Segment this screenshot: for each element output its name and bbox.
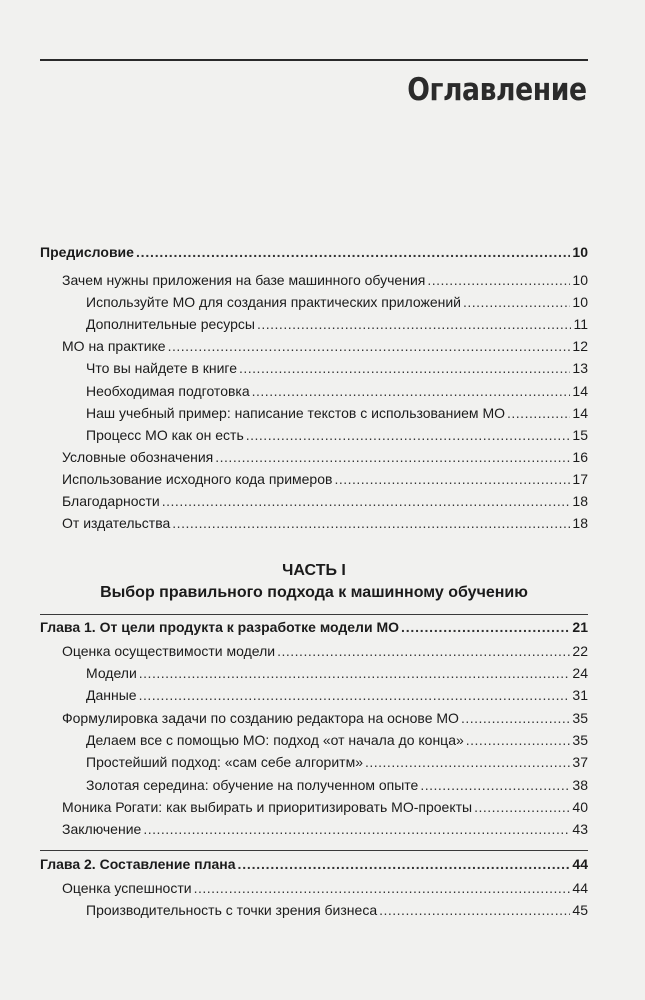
toc-entry-page: 35	[572, 732, 588, 748]
toc-entry[interactable]	[40, 359, 588, 377]
dot-leader	[194, 879, 571, 897]
dot-leader	[139, 664, 571, 682]
dot-leader	[172, 514, 570, 532]
toc-entry-label: Оценка успешности	[62, 880, 192, 896]
toc-entry-label: Предисловие	[40, 244, 134, 260]
toc-entry-page: 10	[572, 272, 588, 288]
toc-entry-label: Производительность с точки зрения бизнеса	[86, 902, 378, 918]
toc-entry[interactable]	[40, 448, 588, 466]
toc-entry-page: 35	[572, 710, 588, 726]
dot-leader	[239, 359, 570, 377]
toc-entry[interactable]	[40, 709, 588, 727]
toc-chapter-heading[interactable]	[40, 855, 588, 873]
dot-leader	[427, 271, 570, 289]
toc-entry[interactable]	[40, 337, 588, 355]
toc-entry[interactable]	[40, 820, 588, 838]
page-title: Оглавление	[407, 72, 587, 108]
toc-entry-label: Глава 1. От цели продукта к разработке модели МО	[40, 619, 400, 635]
dot-leader	[507, 404, 570, 422]
toc-entry-label: Использование исходного кода примеров	[62, 471, 333, 487]
toc-entry-label: От издательства	[62, 515, 171, 531]
toc-entry[interactable]	[40, 776, 588, 794]
dot-leader	[252, 382, 571, 400]
toc-entry-page: 24	[572, 665, 588, 681]
toc-entry-page: 21	[572, 619, 588, 635]
toc-entry[interactable]	[40, 492, 588, 510]
dot-leader	[420, 776, 570, 794]
toc-entry-label: МО на практике	[62, 338, 166, 354]
dot-leader	[215, 448, 570, 466]
dot-leader	[238, 855, 571, 873]
toc-entry[interactable]	[40, 642, 588, 660]
toc-entry[interactable]	[40, 514, 588, 532]
toc-entry[interactable]	[40, 664, 588, 682]
toc-entry[interactable]	[40, 243, 588, 261]
toc-entry[interactable]	[40, 686, 588, 704]
toc-entry[interactable]	[40, 879, 588, 897]
toc-entry[interactable]	[40, 293, 588, 311]
toc-chapter-heading[interactable]	[40, 618, 588, 636]
toc-entry-page: 38	[572, 777, 588, 793]
toc-entry-label: Модели	[86, 665, 137, 681]
dot-leader	[461, 709, 570, 727]
toc-entry-page: 13	[572, 360, 588, 376]
toc-entry-page: 44	[572, 856, 588, 872]
toc-entry-page: 45	[572, 902, 588, 918]
toc-entry-label: Заключение	[62, 821, 142, 837]
toc-entry-label: Дополнительные ресурсы	[86, 316, 255, 332]
toc-entry-label: Моника Рогати: как выбирать и приоритизировать МО-проекты	[62, 799, 473, 815]
toc-entry-page: 22	[572, 643, 588, 659]
part-number: ЧАСТЬ I	[282, 562, 346, 579]
toc-entry-label: Оценка осуществимости модели	[62, 643, 276, 659]
toc-entry-label: Наш учебный пример: написание текстов с использованием МО	[86, 405, 506, 421]
toc-entry[interactable]	[40, 271, 588, 289]
dot-leader	[379, 901, 570, 919]
toc-entry-page: 15	[572, 427, 588, 443]
dot-leader	[466, 731, 571, 749]
toc-entry-page: 10	[572, 294, 588, 310]
dot-leader	[365, 753, 570, 771]
toc-entry-label: Глава 2. Составление плана	[40, 856, 236, 872]
toc-entry-page: 14	[572, 383, 588, 399]
dot-leader	[277, 642, 570, 660]
toc-entry-page: 31	[572, 687, 588, 703]
toc-entry-label: Зачем нужны приложения на базе машинного обучения	[62, 272, 426, 288]
chapter-divider	[40, 614, 588, 615]
toc-entry[interactable]	[40, 404, 588, 422]
toc-entry-page: 18	[572, 493, 588, 509]
toc-entry-page: 17	[572, 471, 588, 487]
toc-entry-page: 10	[572, 244, 588, 260]
toc-entry[interactable]	[40, 470, 588, 488]
dot-leader	[401, 618, 570, 636]
toc-entry[interactable]	[40, 426, 588, 444]
toc-entry-label: Благодарности	[62, 493, 160, 509]
dot-leader	[143, 820, 570, 838]
toc-entry[interactable]	[40, 753, 588, 771]
header-rule	[40, 59, 588, 61]
toc-entry-label: Формулировка задачи по созданию редактора на основе МО	[62, 710, 459, 726]
toc-entry[interactable]	[40, 315, 588, 333]
toc-entry-label: Золотая середина: обучение на полученном опыте	[86, 777, 419, 793]
dot-leader	[139, 686, 571, 704]
toc-entry[interactable]	[40, 798, 588, 816]
part-title: Выбор правильного подхода к машинному обучению	[100, 584, 528, 601]
toc-entry-label: Простейший подход: «сам себе алгоритм»	[86, 754, 363, 770]
toc-entry-page: 14	[572, 405, 588, 421]
dot-leader	[246, 426, 571, 444]
toc-entry-label: Делаем все с помощью МО: подход «от начала до конца»	[86, 732, 464, 748]
toc-entry-page: 12	[572, 338, 588, 354]
toc-entry[interactable]	[40, 382, 588, 400]
toc-entry-page: 16	[572, 449, 588, 465]
toc-entry-label: Процесс МО как он есть	[86, 427, 244, 443]
toc-entry-page: 43	[572, 821, 588, 837]
toc-entry-label: Условные обозначения	[62, 449, 214, 465]
dot-leader	[334, 470, 570, 488]
toc-entry-label: Что вы найдете в книге	[86, 360, 237, 376]
toc-entry-label: Необходимая подготовка	[86, 383, 250, 399]
dot-leader	[463, 293, 570, 311]
chapter-divider	[40, 850, 588, 851]
toc-entry-page: 11	[573, 316, 588, 332]
dot-leader	[136, 243, 570, 261]
dot-leader	[257, 315, 571, 333]
dot-leader	[168, 337, 571, 355]
toc-entry-label: Данные	[86, 687, 137, 703]
toc-entry-label: Используйте МО для создания практических приложений	[86, 294, 461, 310]
toc-entry[interactable]	[40, 731, 588, 749]
toc-entry-page: 40	[572, 799, 588, 815]
toc-entry[interactable]	[40, 901, 588, 919]
toc-entry-page: 44	[572, 880, 588, 896]
toc-entry-page: 18	[572, 515, 588, 531]
dot-leader	[162, 492, 571, 510]
toc-entry-page: 37	[572, 754, 588, 770]
dot-leader	[474, 798, 570, 816]
